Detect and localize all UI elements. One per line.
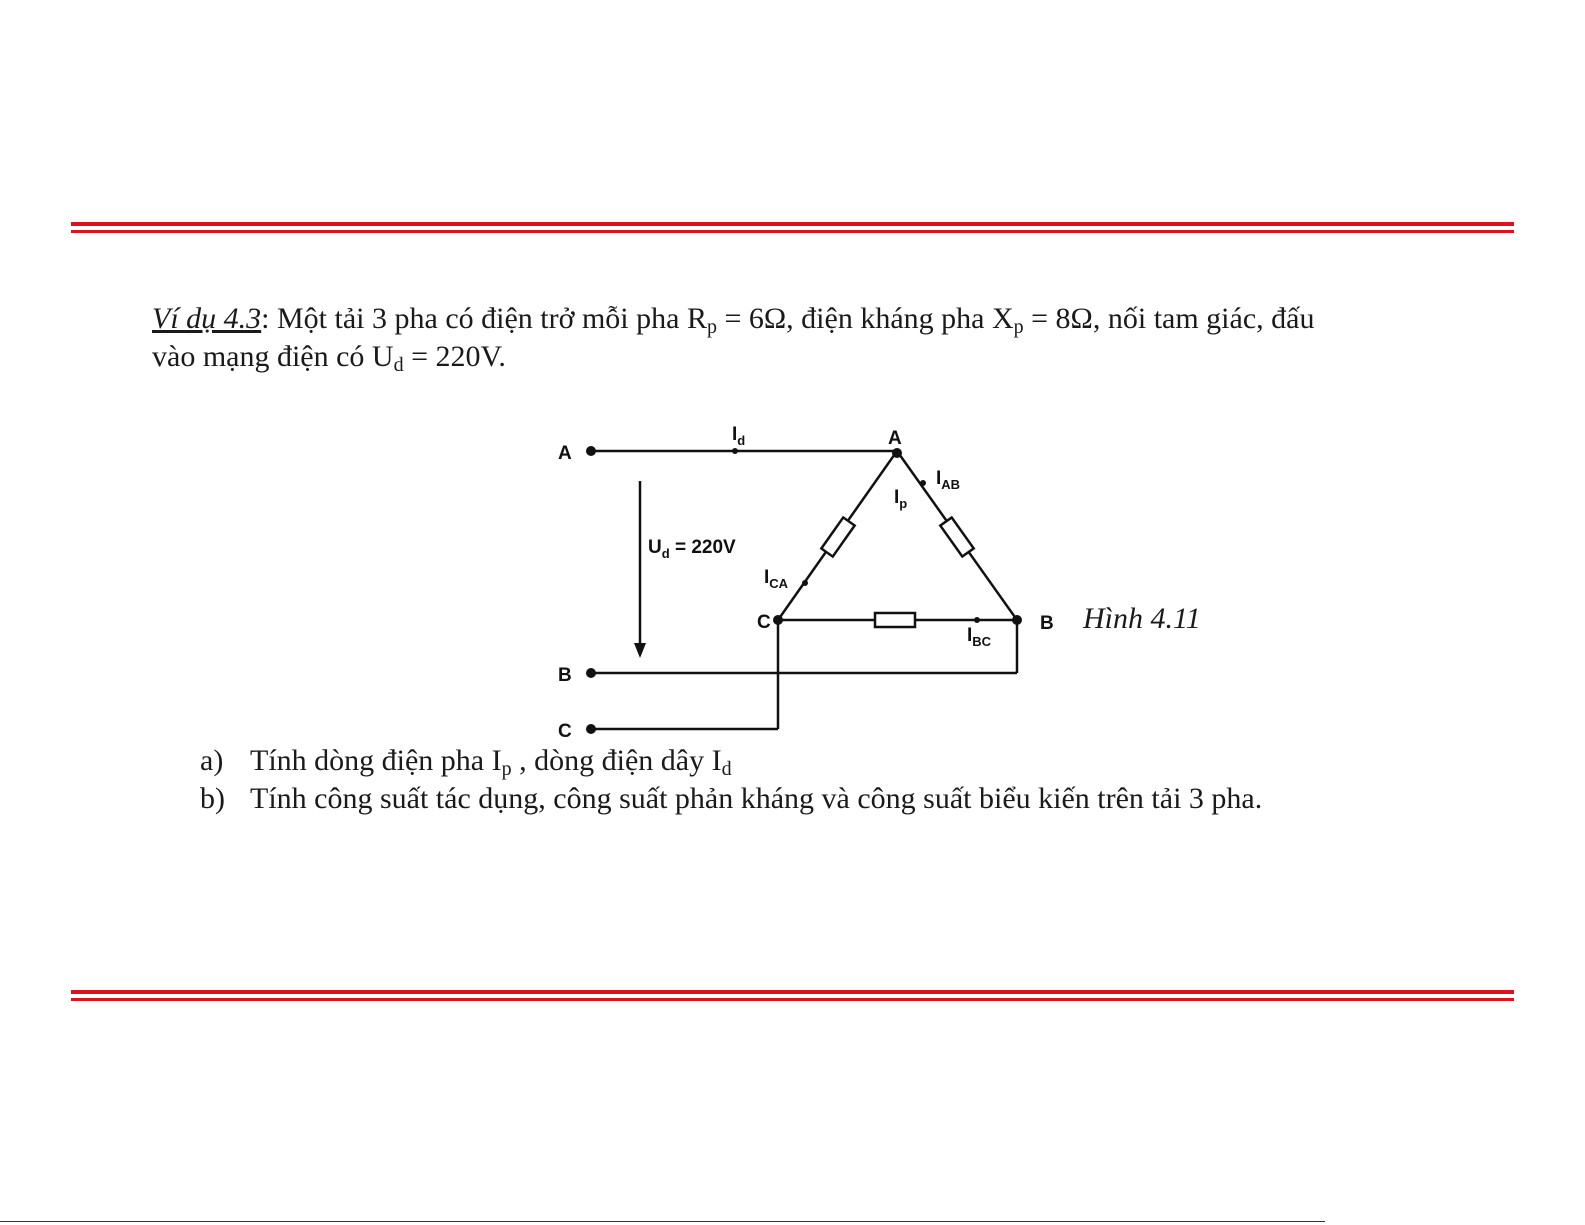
resistor-bc [875, 613, 915, 627]
subscript: p [706, 316, 717, 338]
node-c-label: C [757, 612, 771, 633]
current-phase-label: $I_p$ [894, 487, 908, 511]
node-c-dot [773, 615, 783, 625]
current-marker-dot [974, 617, 980, 623]
current-marker-dot [732, 448, 738, 454]
bottom-divider [71, 990, 1514, 1001]
task-list [200, 742, 1450, 818]
terminal-c-dot [586, 724, 596, 734]
resistor-ab [940, 517, 973, 556]
current-ca-label: $I_{CA}$ [764, 567, 789, 591]
task-marker: b) [200, 782, 225, 815]
problem-text-5: = 220V. [403, 340, 506, 373]
current-bc-label: $I_{BC}$ [967, 625, 992, 649]
terminal-a-dot [586, 446, 596, 456]
page-bottom-line [0, 1221, 1325, 1222]
problem-text-1: : Một tải 3 pha có điện trở mỗi pha R [261, 302, 707, 335]
task-text: Tính công suất tác dụng, công suất phản kháng và công suất biểu kiến trên tải 3 pha. [250, 782, 1263, 815]
example-label: Ví dụ 4.3 [152, 302, 262, 335]
task-item-a [200, 742, 1450, 780]
voltage-label: $U_d = 220V$ [648, 537, 736, 561]
subscript: d [393, 354, 404, 376]
task-marker: a) [200, 744, 224, 777]
node-b-dot [1012, 615, 1022, 625]
terminal-b-label: B [558, 665, 572, 686]
task-text: Tính dòng điện pha $I_p$ , dòng điện dây $I_d$ [250, 744, 732, 780]
terminal-a-label: A [558, 443, 572, 464]
current-line-label: $I_d$ [732, 424, 746, 448]
figure-caption: Hình 4.11 [1083, 602, 1201, 635]
node-a-dot [892, 448, 902, 458]
resistor-ca [821, 517, 854, 556]
terminal-c-label: C [558, 721, 572, 742]
subscript: p [1013, 316, 1024, 338]
current-marker-dot [802, 580, 808, 586]
problem-text-3: = 8Ω, nối tam giác, đấu [1023, 302, 1315, 335]
problem-text-2: = 6Ω, điện kháng pha X [716, 302, 1014, 335]
problem-text-4: vào mạng điện có U [152, 340, 394, 373]
node-a-label: A [888, 428, 902, 449]
current-marker-dot [920, 480, 926, 486]
current-ab-label: $I_{AB}$ [936, 468, 961, 492]
task-item-b [200, 780, 1450, 818]
voltage-arrow-head [634, 643, 646, 658]
node-b-label: B [1040, 613, 1054, 634]
terminal-b-dot [586, 668, 596, 678]
